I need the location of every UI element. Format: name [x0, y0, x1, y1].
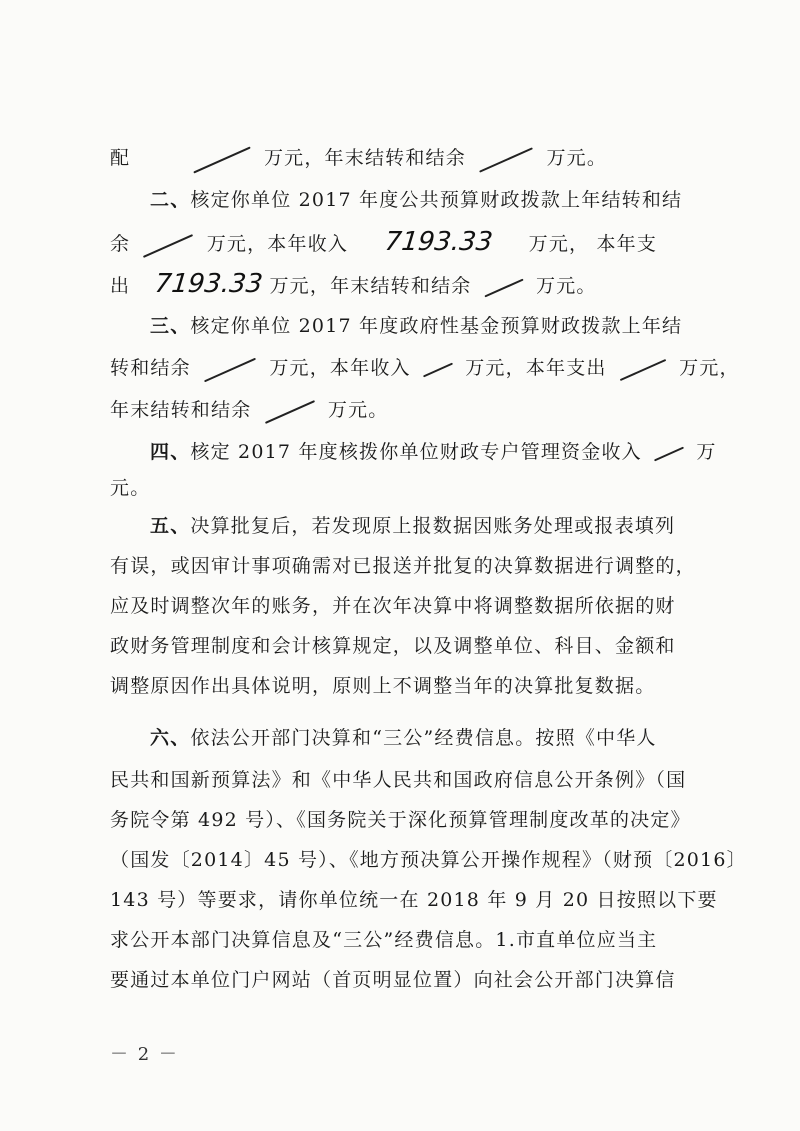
- handwritten-blank-mark: [479, 277, 529, 297]
- section-heading-number: 五、: [150, 515, 191, 537]
- text-segment: 余: [110, 233, 131, 255]
- text-segment: 元。: [110, 477, 151, 499]
- text-segment: 配: [110, 147, 131, 169]
- paragraph-line: [150, 718, 750, 758]
- handwritten-blank-mark: [614, 359, 672, 379]
- paragraph-line: [150, 432, 750, 472]
- handwritten-blank-mark: [473, 149, 539, 169]
- text-segment: 万元，年末结转和结余: [263, 147, 466, 169]
- handwritten-blank-mark: [418, 359, 458, 379]
- text-segment: 万元。: [327, 399, 389, 421]
- paragraph-line: [110, 586, 710, 626]
- text-segment: 核定 2017 年度核拨你单位财政专户管理资金收入: [190, 441, 642, 463]
- text-segment: 出: [110, 275, 131, 297]
- text-segment: 依法公开部门决算和“三公”经费信息。按照《中华人: [190, 727, 657, 749]
- paragraph-line: [110, 626, 710, 666]
- text-segment: 转和结余: [110, 357, 191, 379]
- text-segment: 万元。: [536, 275, 597, 297]
- handwritten-blank-mark: [198, 359, 262, 379]
- text-segment: 政财务管理制度和会计核算规定，以及调整单位、科目、金额和: [110, 635, 676, 657]
- handwritten-blank-mark: [649, 443, 689, 463]
- paragraph-line: [110, 880, 718, 920]
- paragraph-line: [150, 506, 750, 546]
- paragraph-line: [110, 348, 740, 388]
- text-segment: 万元，年末结转和结余: [269, 275, 472, 297]
- page-number: － 2 －: [110, 1044, 179, 1065]
- text-segment: 万元，: [679, 357, 740, 379]
- paragraph-line: [110, 760, 710, 800]
- paragraph-line: [110, 468, 710, 508]
- handwritten-amount: 7193.33: [153, 269, 264, 299]
- text-segment: 万: [696, 441, 717, 463]
- paragraph-line: [110, 264, 710, 304]
- text-segment: 143 号）等要求，请你单位统一在 2018 年 9 月 20 日按照以下要: [110, 889, 718, 911]
- handwritten-amount: 7193.33: [383, 227, 494, 257]
- paragraph-line: [110, 920, 710, 960]
- text-segment: 务院令第 492 号）、《国务院关于深化预算管理制度改革的决定》: [110, 809, 691, 831]
- text-segment: 要通过本单位门户网站（首页明显位置）向社会公开部门决算信: [110, 969, 676, 991]
- text-segment: 万元，本年收入: [206, 233, 349, 255]
- paragraph-line: [110, 222, 710, 262]
- text-segment: 决算批复后，若发现原上报数据因账务处理或报表填列: [190, 515, 676, 537]
- section-heading-number: 三、: [150, 315, 191, 337]
- text-segment: 万元，本年支出: [465, 357, 607, 379]
- text-segment: 调整原因作出具体说明，原则上不调整当年的决算批复数据。: [110, 675, 656, 697]
- paragraph-line: [150, 306, 750, 346]
- text-segment: 求公开本部门决算信息及“三公”经费信息。1.市直单位应当主: [110, 929, 658, 951]
- paragraph-line: [110, 138, 710, 178]
- handwritten-blank-mark: [137, 235, 199, 255]
- handwritten-blank-mark: [259, 401, 321, 421]
- section-heading-number: 六、: [150, 727, 191, 749]
- text-segment: 核定你单位 2017 年度政府性基金预算财政拨款上年结: [190, 315, 683, 337]
- paragraph-line: [110, 546, 710, 586]
- text-segment: 万元，本年收入: [269, 357, 411, 379]
- text-segment: 年末结转和结余: [110, 399, 252, 421]
- text-segment: 有误，或因审计事项确需对已报送并批复的决算数据进行调整的，: [110, 555, 696, 577]
- text-segment: 万元。: [546, 147, 608, 169]
- text-segment: 核定你单位 2017 年度公共预算财政拨款上年结转和结: [190, 189, 683, 211]
- text-segment: （国发〔2014〕45 号）、《地方预决算公开操作规程》（财预〔2016〕: [110, 849, 747, 871]
- paragraph-line: [110, 390, 710, 430]
- paragraph-line: [110, 840, 747, 880]
- section-heading-number: 二、: [150, 189, 191, 211]
- section-heading-number: 四、: [150, 441, 191, 463]
- handwritten-blank-mark: [187, 149, 257, 169]
- paragraph-line: [110, 960, 710, 1000]
- text-segment: 万元， 本年支: [528, 233, 658, 255]
- paragraph-line: [110, 666, 710, 706]
- text-segment: 应及时调整次年的账务，并在次年决算中将调整数据所依据的财: [110, 595, 676, 617]
- paragraph-line: [110, 800, 710, 840]
- paragraph-line: [150, 180, 750, 220]
- text-segment: 民共和国新预算法》和《中华人民共和国政府信息公开条例》（国: [110, 769, 687, 791]
